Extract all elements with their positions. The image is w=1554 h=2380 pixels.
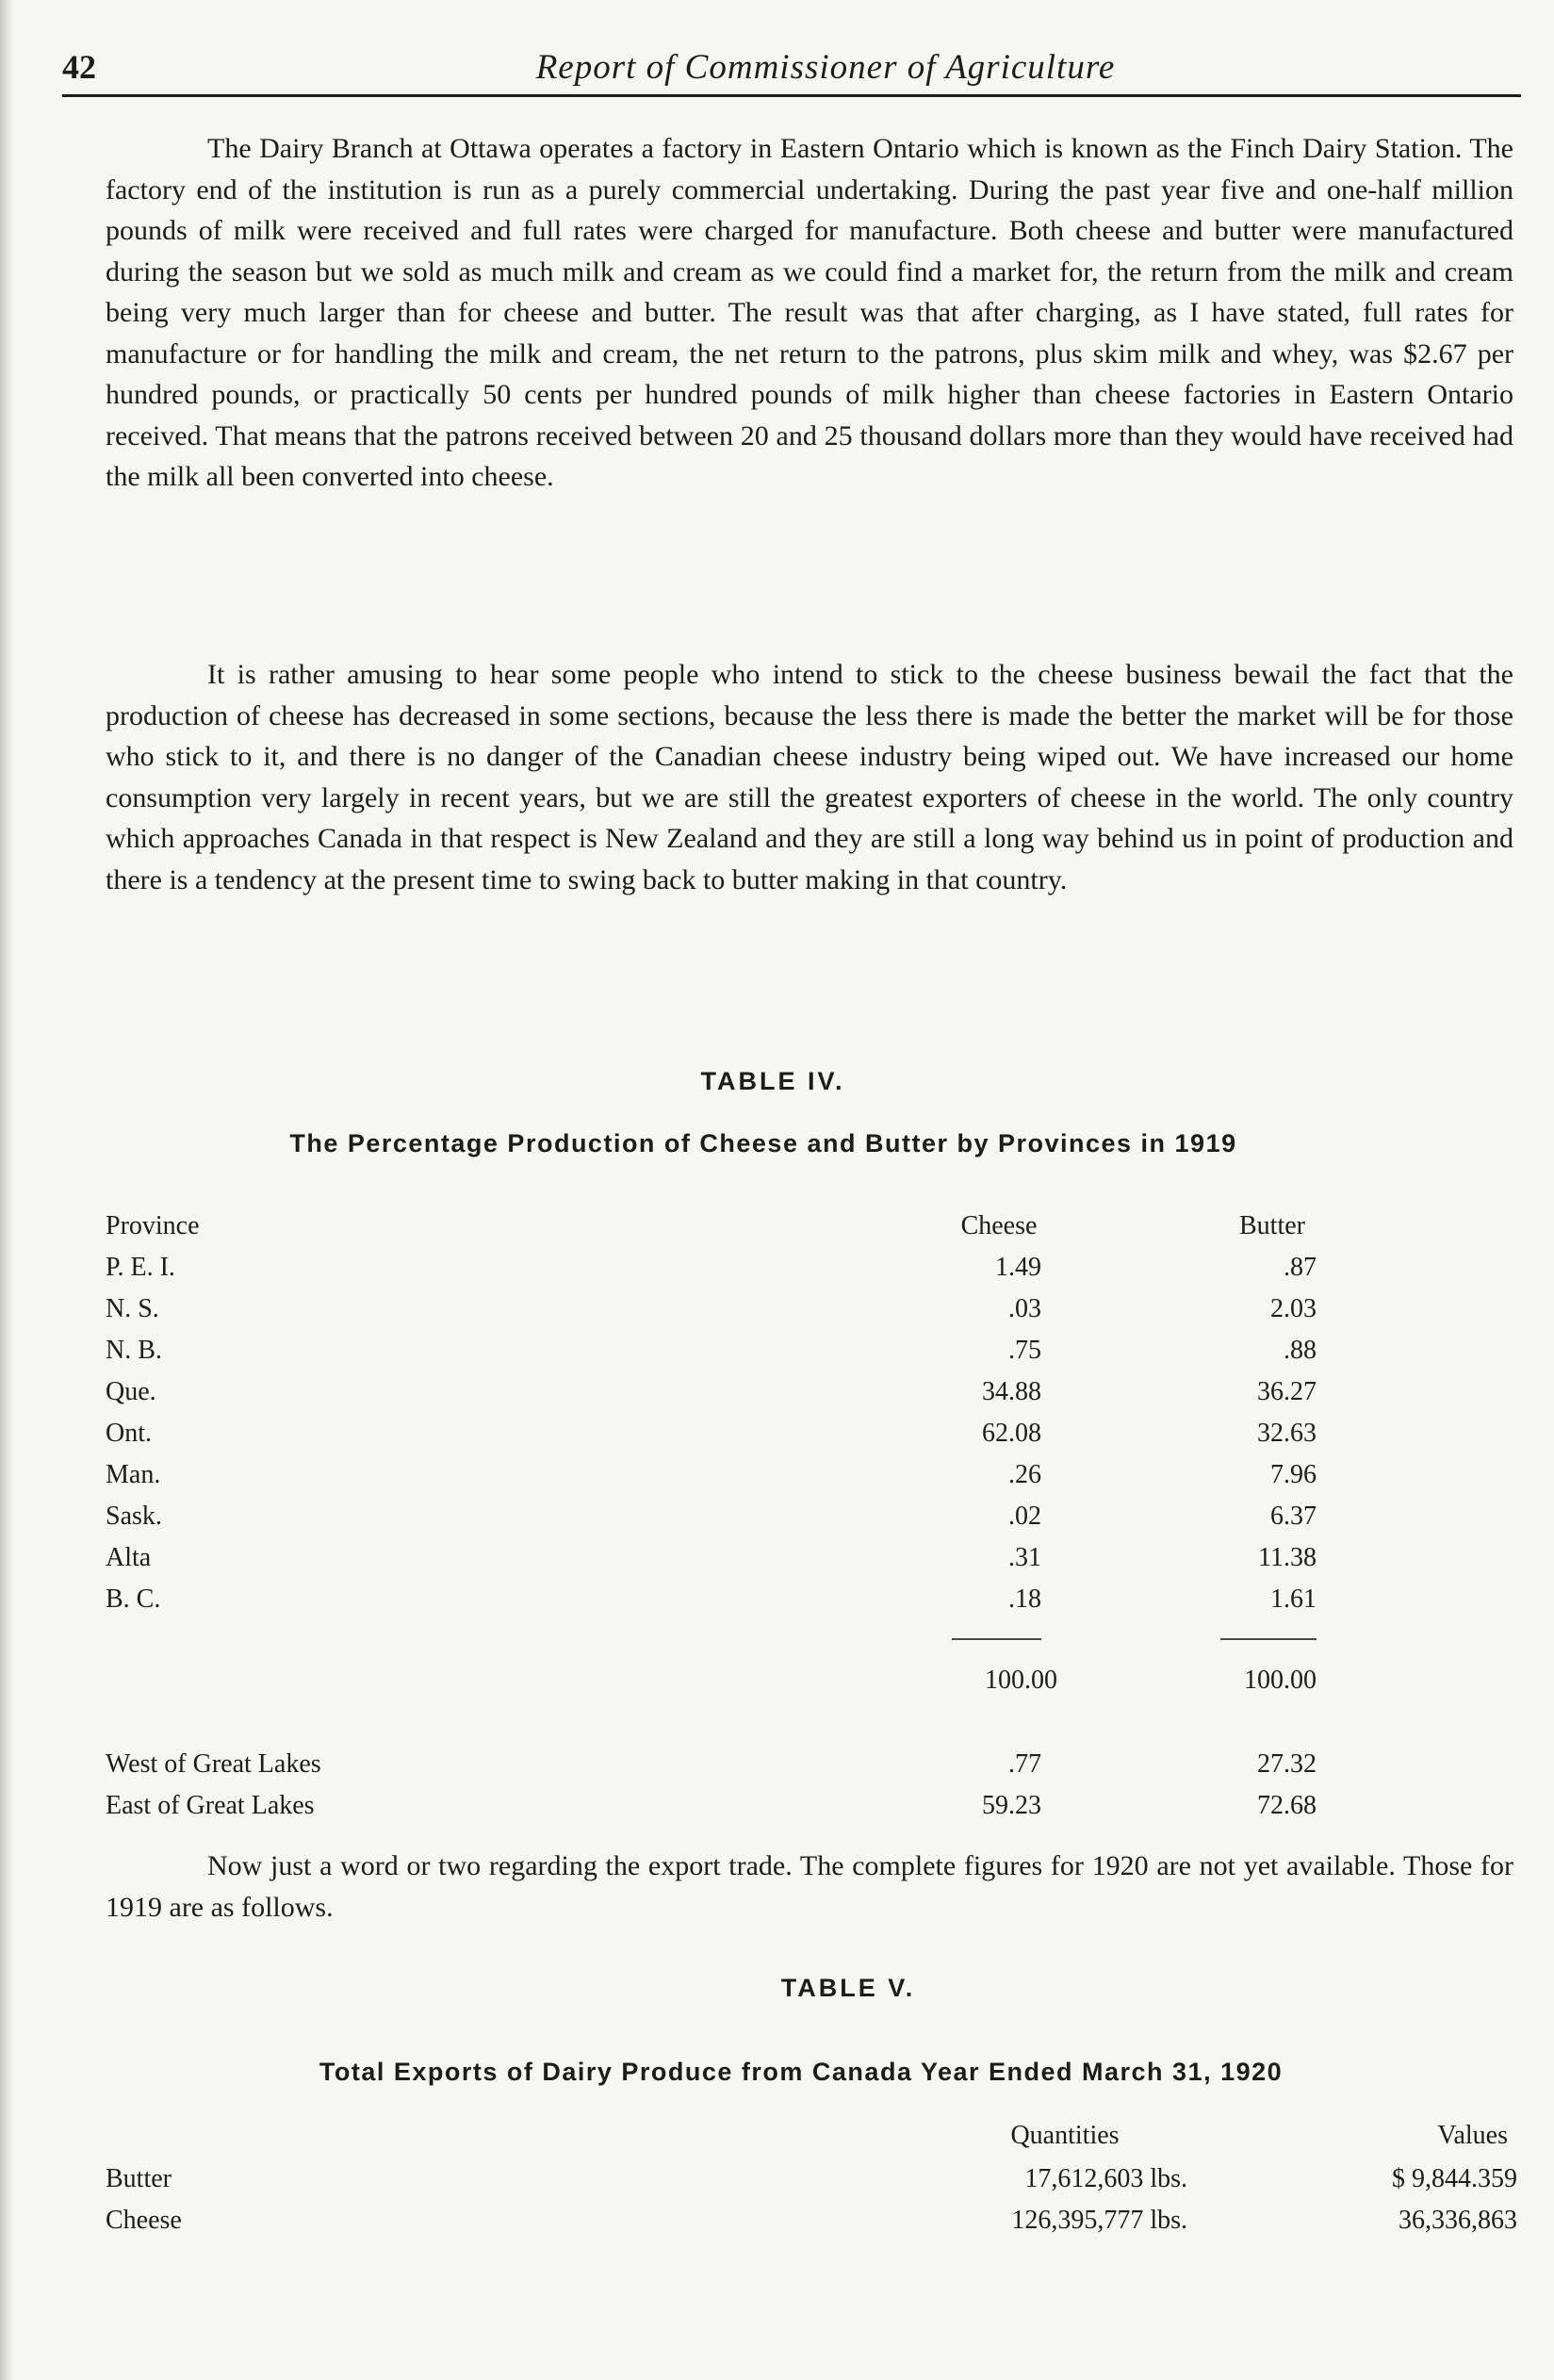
table-v-label: TABLE V. [780,1974,916,2002]
total-rule-butter [1220,1638,1317,1640]
cheese-percent: .18 [1008,1584,1041,1614]
butter-percent: 2.03 [1270,1294,1317,1323]
butter-percent: 27.32 [1257,1749,1317,1779]
export-quantity: 17,612,603 lbs. [1024,2164,1187,2193]
region-name: East of Great Lakes [106,1791,315,1820]
butter-percent: 11.38 [1258,1543,1317,1572]
table-v-caption: Total Exports of Dairy Produce from Canada Year Ended March 31, 1920 [319,2058,1284,2086]
butter-percent: .88 [1284,1336,1317,1365]
product-name: Cheese [106,2206,182,2235]
cheese-percent: .26 [1008,1460,1041,1489]
cheese-percent: 59.23 [982,1791,1041,1820]
table-iv-caption: The Percentage Production of Cheese and Butter by Provinces in 1919 [289,1129,1237,1157]
paragraph-finch-dairy: The Dairy Branch at Ottawa operates a factory in Eastern Ontario which is known as the Finch Dairy Station. The factory end of the institution is run as a purely commercial undertaking. During the past year five and one-half million pounds of milk were received and full rates were charged for manufacture. Both cheese and butter were manufactured during the season but we sold as much milk and cream as we could find a market for, the return from the milk and cream being very much larger than for cheese and butter. The result was that after charging, as I have stated, full rates for manufacture or for handling the milk and cream, the net return to the patrons, plus skim milk and whey, was $2.67 per hundred pounds, or practically 50 cents per hundred pounds of milk higher than cheese factories in Eastern Ontario received. That means that the patrons received between 20 and 25 thousand dollars more than they would have received had the milk all been converted into cheese. [106,133,1513,492]
page-edge-shadow [0,0,13,2380]
paragraph-cheese-business: It is rather amusing to hear some people who intend to stick to the cheese business bewail the fact that the production of cheese has decreased in some sections, because the less there is made the better the market will be for those who stick to it, and there is no danger of the Canadian cheese industry being wiped out. We have increased our home consumption very largely in recent years, but we are still the greatest exporters of cheese in the world. The only country which approaches Canada in that respect is New Zealand and they are still a long way behind us in point of production and there is a tendency at the present time to swing back to butter making in that country. [106,659,1513,895]
cheese-percent: 1.49 [995,1253,1041,1282]
butter-percent: .87 [1284,1253,1317,1282]
butter-percent: 6.37 [1270,1502,1317,1531]
cheese-percent: .75 [1008,1336,1041,1365]
page-number: 42 [62,48,96,86]
total-rule-cheese [952,1638,1041,1640]
province-name: N. S. [106,1294,159,1323]
export-value: $ 9,844.359 [1392,2164,1517,2193]
product-name: Butter [106,2164,172,2193]
cheese-percent: 34.88 [982,1377,1041,1406]
cheese-total: 100.00 [985,1666,1057,1695]
export-quantity: 126,395,777 lbs. [1011,2206,1187,2235]
paragraph-export-trade: Now just a word or two regarding the export trade. The complete figures for 1920 are not yet available. Those for 1919 are as follows. [106,1850,1513,1923]
region-name: West of Great Lakes [106,1749,321,1779]
running-title: Report of Commissioner of Agriculture [535,48,1116,87]
column-header-province: Province [106,1211,200,1240]
export-value: 36,336,863 [1399,2206,1517,2235]
province-name: B. C. [106,1584,161,1614]
butter-percent: 1.61 [1270,1584,1317,1614]
cheese-percent: .02 [1008,1502,1041,1531]
column-header-cheese: Cheese [960,1211,1038,1240]
cheese-percent: .31 [1008,1543,1041,1572]
province-name: Ont. [106,1419,152,1448]
cheese-percent: .03 [1008,1294,1041,1323]
butter-percent: 32.63 [1257,1419,1317,1448]
province-name: Alta [106,1543,152,1572]
page-header [62,41,1521,97]
province-name: Que. [106,1377,156,1406]
province-name: Sask. [106,1502,162,1531]
butter-percent: 72.68 [1257,1791,1317,1820]
column-header-butter: Butter [1239,1211,1305,1240]
cheese-percent: 62.08 [982,1419,1041,1448]
column-header-quantities: Quantities [1010,2121,1120,2150]
table-iv-label: TABLE IV. [700,1067,845,1095]
butter-percent: 7.96 [1270,1460,1317,1489]
province-name: N. B. [106,1336,162,1365]
column-header-values: Values [1437,2121,1508,2150]
cheese-percent: .77 [1008,1749,1041,1779]
butter-total: 100.00 [1244,1666,1317,1695]
province-name: P. E. I. [106,1253,175,1282]
province-name: Man. [106,1460,161,1489]
butter-percent: 36.27 [1257,1377,1317,1406]
